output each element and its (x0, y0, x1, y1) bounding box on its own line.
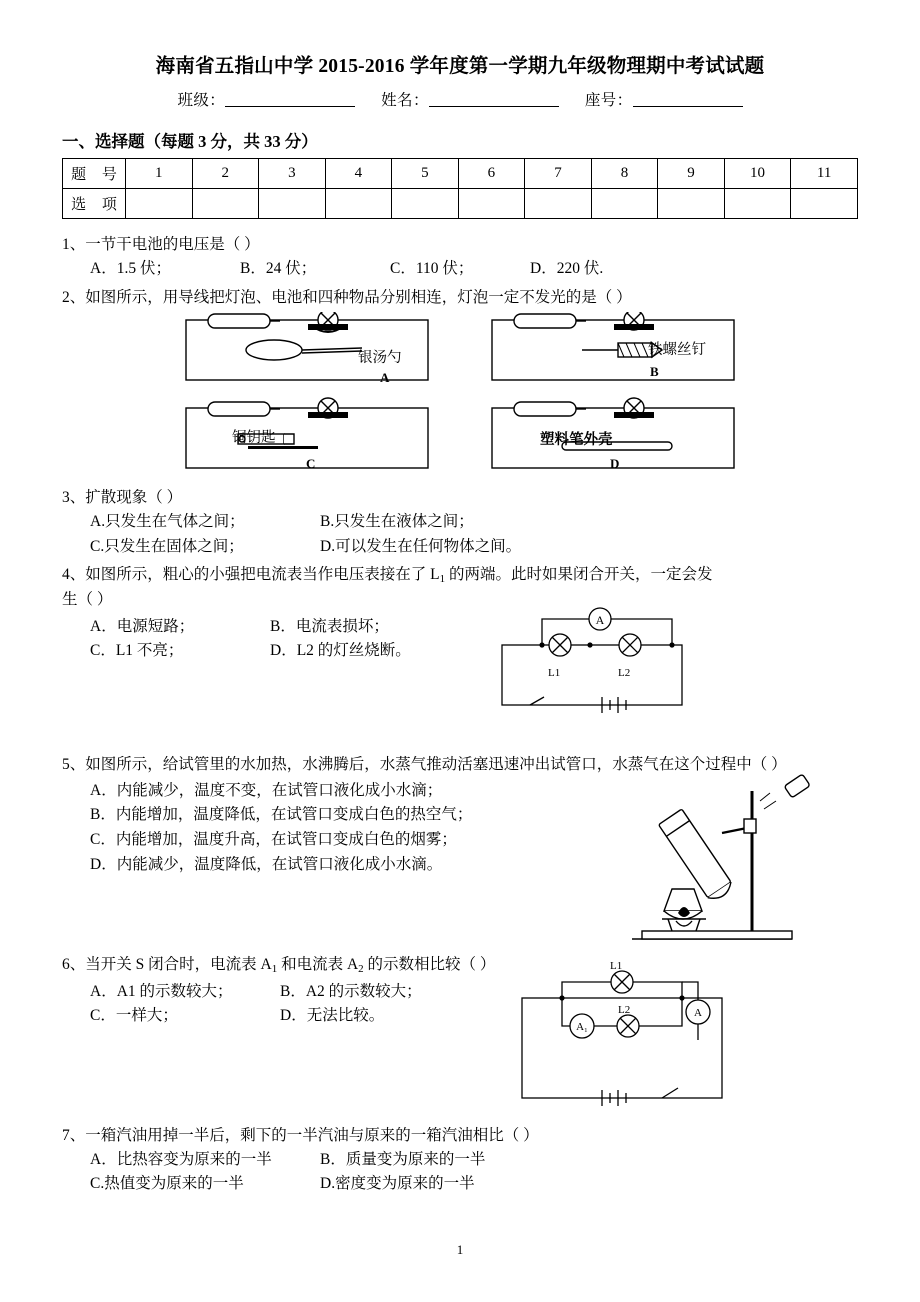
q2-label-b: B (650, 363, 659, 379)
answer-cell[interactable] (192, 189, 259, 219)
q4-label-l2: L2 (618, 666, 631, 679)
q6-label-l1: L1 (610, 959, 623, 972)
q2-label-a: A (380, 369, 390, 385)
section-1-heading: 一、选择题（每题 3 分，共 33 分） (62, 132, 318, 151)
q3-options (90, 510, 858, 560)
row-head-answer: 选 项 (63, 189, 126, 219)
q4-option-d[interactable]: D．L2 的灯丝烧断。 (270, 642, 411, 660)
answer-cell[interactable] (591, 189, 658, 219)
q1-options (90, 257, 858, 282)
q4-options (90, 615, 510, 665)
table-row-numbers (63, 159, 858, 189)
class-blank[interactable] (225, 91, 355, 107)
q7-stem: 一箱汽油用掉一半后，剩下的一半汽油与原来的一箱汽油相比（ ） (85, 1126, 539, 1144)
circuit-two-ammeters-svg (502, 968, 752, 1118)
q-number-cell: 11 (791, 159, 858, 189)
q-number-cell: 7 (525, 159, 592, 189)
q1-option-b[interactable]: B．24 伏； (240, 260, 317, 278)
question-5-figure (602, 771, 832, 954)
q-number-cell: 10 (724, 159, 791, 189)
answer-cell[interactable] (458, 189, 525, 219)
q-number-cell: 8 (591, 159, 658, 189)
svg-text:A: A (694, 1006, 702, 1019)
page-content (62, 50, 858, 1197)
q1-option-c[interactable]: C．110 伏； (390, 260, 474, 278)
question-7 (62, 1124, 858, 1198)
q6-option-d[interactable]: D．无法比较。 (280, 1007, 385, 1025)
q2-label-c: C (306, 455, 316, 471)
circuit-four-objects-svg (62, 312, 858, 488)
name-label: 姓名： (381, 92, 429, 109)
q-number-cell: 2 (192, 159, 259, 189)
question-5-block (62, 777, 858, 957)
q3-stem: 扩散现象（ ） (85, 488, 183, 506)
seat-label: 座号： (584, 92, 633, 109)
test-tube-heating-svg (602, 771, 832, 949)
q5-option-a[interactable]: A．内能减少，温度不变，在试管口液化成小水滴； (90, 781, 443, 799)
q4-label-l1: L1 (548, 666, 561, 679)
q2-label-d: D (610, 455, 620, 471)
q2-label-key: 铜钥匙 (232, 429, 276, 446)
seat-blank[interactable] (633, 91, 743, 107)
q6-option-a[interactable]: A．A1 的示数较大； (90, 982, 233, 1000)
q-number-cell: 1 (126, 159, 193, 189)
q6-options (90, 980, 510, 1030)
q1-option-a[interactable]: A．1.5 伏； (90, 260, 171, 278)
q2-label-plastic: 塑料笔外壳 (540, 431, 613, 448)
q3-option-a[interactable]: A.只发生在气体之间； (90, 512, 245, 530)
answer-cell[interactable] (525, 189, 592, 219)
svg-text:A₁: A₁ (576, 1020, 588, 1033)
question-3 (62, 486, 858, 560)
question-2 (62, 286, 858, 310)
answer-cell[interactable] (724, 189, 791, 219)
q7-option-a[interactable]: A．比热容变为原来的一半 (90, 1150, 272, 1168)
q4-stem: 4、如图所示，粗心的小强把电流表当作电压表接在了 $L_1$ 的两端。此时如果闭合开关，一定会发 (62, 566, 713, 586)
q4-stem-cont: 生（ ） (62, 591, 113, 609)
q3-option-d[interactable]: D.可以发生在任何物体之间。 (320, 537, 522, 555)
answer-grid (62, 158, 858, 219)
question-4 (62, 563, 858, 612)
q4-option-c[interactable]: C．L1 不亮； (90, 642, 184, 660)
svg-text:A: A (595, 612, 605, 627)
q4-option-a[interactable]: A．电源短路； (90, 617, 195, 635)
q7-option-c[interactable]: C.热值变为原来的一半 (90, 1175, 244, 1193)
question-4-block (62, 613, 858, 759)
q3-option-c[interactable]: C.只发生在固体之间； (90, 537, 244, 555)
q1-option-d[interactable]: D．220 伏. (530, 260, 604, 278)
page-number: 1 (456, 1242, 464, 1257)
q4-option-b[interactable]: B．电流表损坏； (270, 617, 389, 635)
q6-stem: 6、当开关 S 闭合时，电流表 $A_1$ 和电流表 $A_2$ 的示数相比较（ ） (62, 955, 496, 975)
question-4-figure (482, 605, 722, 750)
question-6-figure (502, 959, 752, 1123)
circuit-ammeter-across-lamp-svg (482, 605, 722, 745)
q2-label-screw: 铁螺丝钉 (648, 341, 706, 358)
q6-option-c[interactable]: C．一样大； (90, 1007, 178, 1025)
q4-number: 4、 (62, 566, 86, 584)
answer-cell[interactable] (392, 189, 459, 219)
q3-number: 3、 (62, 488, 86, 506)
q5-option-d[interactable]: D．内能减少，温度降低，在试管口液化成小水滴。 (90, 855, 443, 873)
answer-cell[interactable] (325, 189, 392, 219)
q7-options (90, 1148, 858, 1198)
q2-number: 2、 (62, 288, 86, 306)
q-number-cell: 3 (259, 159, 326, 189)
row-head-number: 题 号 (63, 159, 126, 189)
q1-number: 1、 (62, 236, 86, 253)
q1-stem: 一节干电池的电压是（ ） (85, 236, 260, 253)
q3-option-b[interactable]: B.只发生在液体之间； (320, 512, 474, 530)
q5-option-b[interactable]: B．内能增加，温度降低，在试管口变成白色的热空气； (90, 806, 473, 824)
name-blank[interactable] (429, 91, 559, 107)
q5-number: 5、 (62, 755, 86, 773)
q7-number: 7、 (62, 1126, 86, 1144)
q6-number: 6、 (62, 955, 86, 973)
page-title: 海南省五指山中学 2015-2016 学年度第一学期九年级物理期中考试试题 (155, 56, 765, 77)
q5-options (90, 779, 630, 878)
q2-label-spoon: 银汤勺 (358, 349, 402, 366)
q6-label-l2: L2 (618, 1003, 631, 1016)
q-number-cell: 9 (658, 159, 725, 189)
q7-option-b[interactable]: B．质量变为原来的一半 (320, 1150, 486, 1168)
question-2-figure (62, 312, 858, 488)
q5-option-c[interactable]: C．内能增加，温度升高，在试管口变成白色的烟雾； (90, 831, 457, 849)
question-1 (62, 233, 858, 282)
student-info-line (62, 88, 858, 110)
answer-cell[interactable] (658, 189, 725, 219)
answer-cell[interactable] (791, 189, 858, 219)
q2-stem: 如图所示，用导线把灯泡、电池和四种物品分别相连，灯泡一定不发光的是（ ） (85, 288, 632, 306)
q6-option-b[interactable]: B．A2 的示数较大； (280, 982, 422, 1000)
table-row-answers (63, 189, 858, 219)
q-number-cell: 5 (392, 159, 459, 189)
class-label: 班级： (177, 92, 226, 109)
answer-cell[interactable] (126, 189, 193, 219)
q7-option-d[interactable]: D.密度变为原来的一半 (320, 1175, 475, 1193)
q-number-cell: 4 (325, 159, 392, 189)
q-number-cell: 6 (458, 159, 525, 189)
answer-cell[interactable] (259, 189, 326, 219)
q5-stem: 如图所示，给试管里的水加热，水沸腾后，水蒸气推动活塞迅速冲出试管口，水蒸气在这个过程中（ ） (85, 755, 787, 773)
